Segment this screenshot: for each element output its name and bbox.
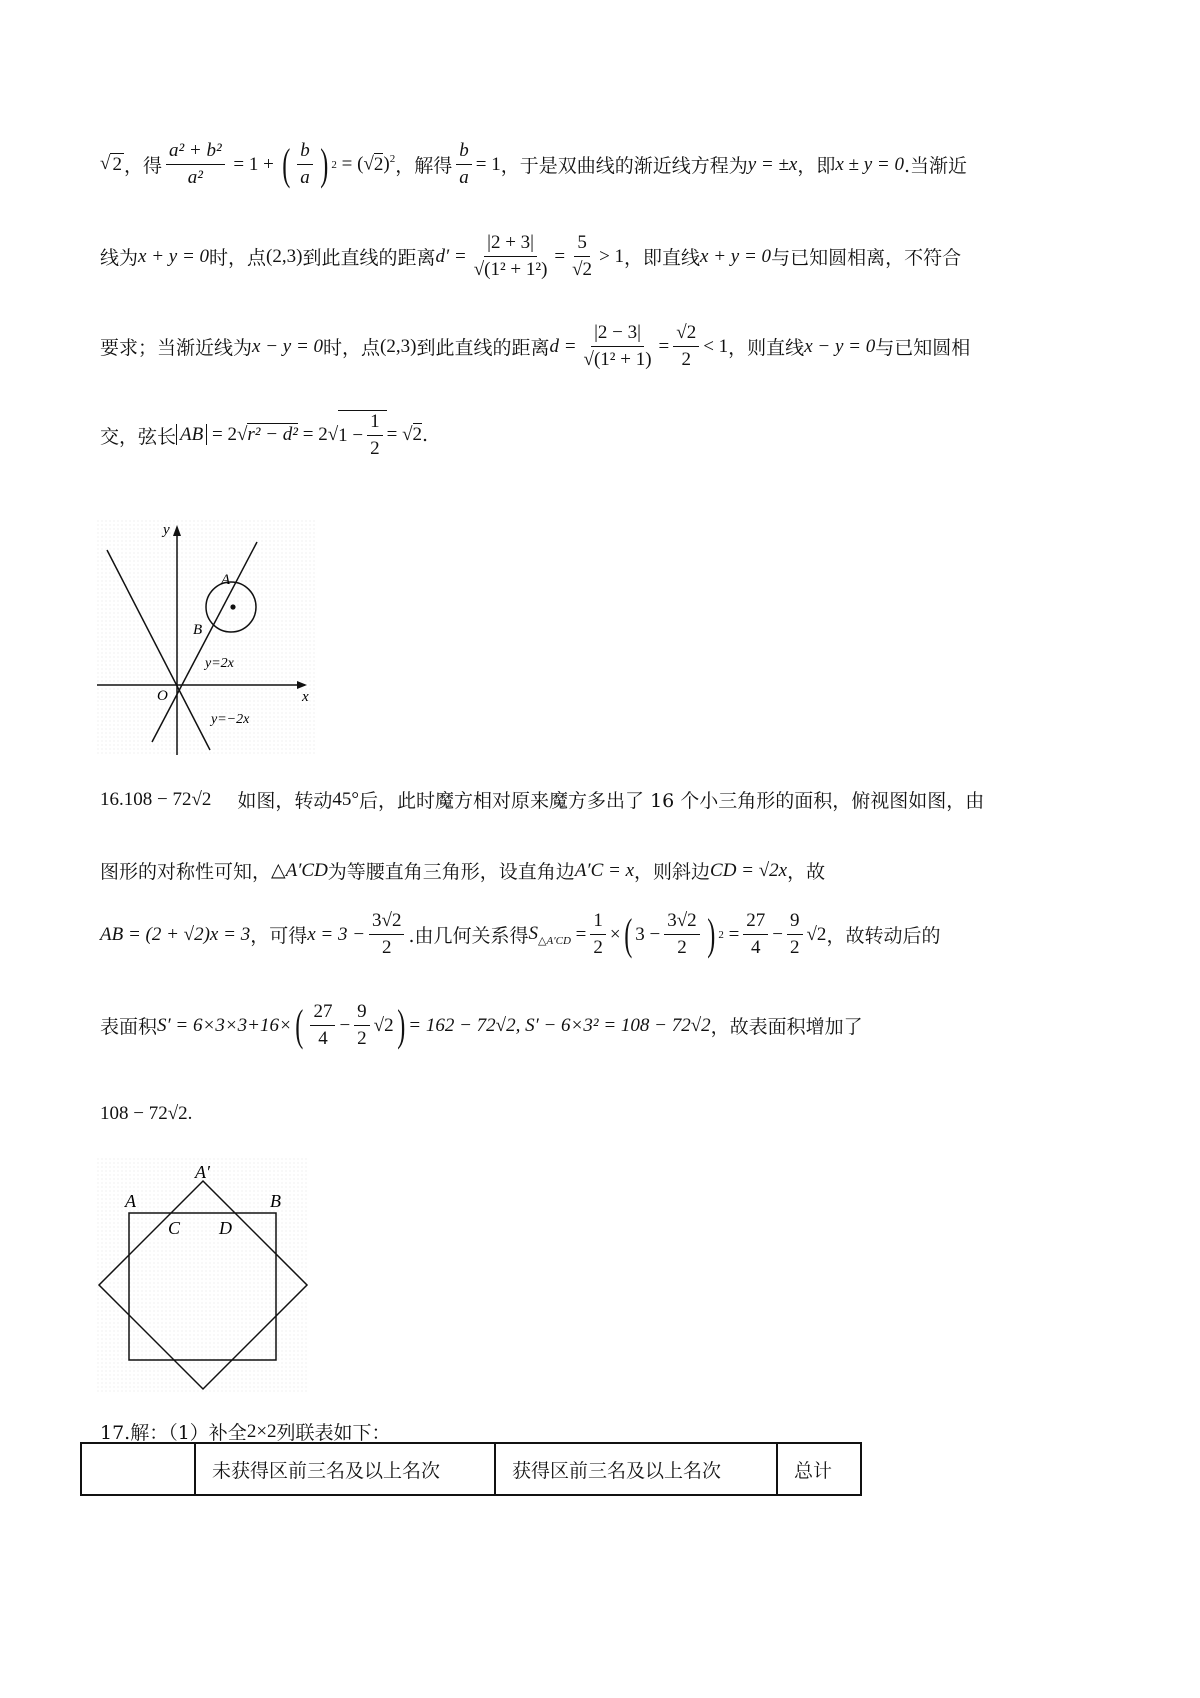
- text-segment: 表面积: [100, 1016, 158, 1038]
- text-segment: ，可得: [250, 925, 308, 947]
- text-segment: .: [422, 424, 429, 446]
- table-header-cell: 总计: [777, 1443, 861, 1495]
- equation: x + y = 0: [138, 245, 210, 267]
- fraction-a2b2-over-a2: $\frac{\text{a² + b²}}{\text{a²}}$: [166, 140, 225, 189]
- equation: S′ = 6×3×3+16×: [157, 1014, 292, 1036]
- text-segment: ，则直线: [728, 337, 805, 359]
- label-d: D: [219, 1218, 232, 1238]
- paragraph-line-4: 交，弦长 AB = 2√r² − d² = 2√ 1 − $\frac{1}{2}$ = √2 .: [100, 411, 429, 459]
- text-segment: ，故: [787, 861, 826, 883]
- text-segment: 为等腰直角三角形，设直角边: [327, 861, 575, 883]
- figure-background: [97, 520, 315, 755]
- text-segment: 列联表如下：: [276, 1422, 391, 1444]
- text-segment: ，得: [123, 155, 162, 177]
- text-segment: .由几何关系得: [408, 925, 529, 947]
- table-header-row: [81, 1443, 861, 1495]
- table-header-cell: 未获得区前三名及以上名次: [195, 1443, 495, 1495]
- asymptote-equation: y = ±x: [747, 153, 798, 175]
- label-y: y: [163, 522, 170, 538]
- paragraph-line-3: 要求；当渐近线为 x − y = 0 时，点 (2,3) 到此直线的距离 d = $\frac{|2 - 3|}{\text{√(1² + 1)}}$ = $\frac{√2}{2}$ < 1 ，则直线 x − y = 0 与已知圆相: [100, 322, 971, 370]
- label-a: A: [125, 1191, 136, 1211]
- hyperbola-circle-figure: [97, 520, 315, 755]
- point: (2,3): [266, 245, 303, 267]
- paragraph-line-2: 线为 x + y = 0 时，点 (2,3) 到此直线的距离 d′ = $\frac{|2 + 3|}{\text{√(1² + 1²)}}$ = $\frac{5}{√2}$ > 1 ，即直线 x + y = 0 与已知圆相离，不符合: [100, 232, 962, 280]
- text-segment: ，即直线: [624, 247, 701, 269]
- equation: CD = √2x: [710, 859, 788, 881]
- triangle: △A′CD: [271, 860, 328, 881]
- q16-line-3: AB = (2 + √2)x = 3 ，可得 x = 3 − $\frac{3√2}{2}$ .由几何关系得 $S_{\triangle A'CD}$ = $\frac{1}{2}$ × ( 3 − $\frac{3√2}{2}$ ) 2 = $\frac{27}{4}$ − $\frac{9}{2}$ √2 ，故转动后的: [100, 909, 941, 959]
- text-segment: 后，此时魔方相对原来魔方多出了 16 个小三角形的面积，俯视图如图，由: [359, 790, 985, 812]
- equation: A′C = x: [574, 859, 635, 881]
- text-segment: 线为: [100, 247, 139, 269]
- text-segment: 时，点: [209, 247, 267, 269]
- rotated-square-figure: [97, 1158, 309, 1393]
- text-segment: 图形的对称性可知，: [100, 861, 272, 883]
- sqrt-2: √ 2: [100, 153, 122, 175]
- label-line-2: y=−2x: [211, 712, 250, 727]
- final-answer: 108 − 72√2: [100, 1103, 188, 1124]
- distance-fraction: $\frac{|2 - 3|}{\text{√(1² + 1)}}$: [583, 322, 652, 370]
- table-size: 2×2: [246, 1420, 277, 1442]
- label-c: C: [168, 1218, 181, 1238]
- label-line-1: y=2x: [205, 656, 234, 671]
- question-number: 16.: [100, 788, 124, 810]
- distance-fraction: $\frac{|2 + 3|}{\text{√(1² + 1²)}}$: [473, 232, 548, 280]
- circle-center: [230, 604, 235, 609]
- paragraph-line-1: √ 2 ，得 $\frac{\text{a² + b²}}{\text{a²}}$ = 1 + ( $\frac{b}{a}$ ) 2 = $(√2)^2$ ，解得 $\frac{b}{a}$ = 1 ，于是双曲线的渐近线方程为 y = ±x ，即 x ± y = 0 .当渐近: [100, 139, 968, 189]
- equation: x − y = 0: [252, 335, 324, 357]
- text-segment: ，则斜边: [634, 861, 711, 883]
- text-segment: 如图，转动: [237, 790, 333, 812]
- text-segment: ，于是双曲线的渐近线方程为: [500, 155, 748, 177]
- angle: 45°: [332, 788, 360, 810]
- answer: 108 − 72√2: [123, 788, 212, 810]
- q16-line-4: 表面积 S′ = 6×3×3+16× ( $\frac{27}{4}$ − $\frac{9}{2}$ √2 ) = 162 − 72√2, S′ − 6×3² = 108 − 72√2 ，故表面积增加了: [100, 1000, 863, 1050]
- text-segment: 时，点: [323, 337, 381, 359]
- text-segment: 与已知圆相离，不符合: [771, 247, 962, 269]
- label-o: O: [157, 688, 168, 704]
- label-a: A: [221, 572, 231, 588]
- equation: x ± y = 0: [835, 153, 904, 175]
- contingency-table: [80, 1442, 862, 1496]
- label-b: B: [270, 1191, 281, 1211]
- q16-line-1: [100, 786, 984, 813]
- label-b: B: [193, 622, 203, 638]
- equation: AB = (2 + √2)x = 3: [100, 923, 251, 945]
- table-header-cell: 获得区前三名及以上名次: [495, 1443, 777, 1495]
- text-segment: 到此直线的距离: [416, 337, 550, 359]
- q17-line-1: [100, 1418, 391, 1445]
- text-segment: ，解得: [395, 155, 453, 177]
- table-cell-empty: [81, 1443, 195, 1495]
- equation: = 162 − 72√2, S′ − 6×3² = 108 − 72√2: [408, 1014, 711, 1036]
- equation: x = 3 −: [307, 923, 366, 945]
- q16-line-2: [100, 857, 825, 884]
- text-segment: ，即: [797, 155, 836, 177]
- q16-line-5: 108 − 72√2 .: [100, 1103, 193, 1124]
- text-segment: 17.解：（1）补全: [100, 1422, 247, 1444]
- text-segment: 与已知圆相: [875, 337, 971, 359]
- text-segment: ，故表面积增加了: [710, 1016, 863, 1038]
- text-segment: ，故转动后的: [826, 925, 941, 947]
- text-segment: .当渐近: [904, 155, 968, 177]
- label-a-prime: A′: [195, 1162, 210, 1182]
- distance-symbol: d′ =: [435, 245, 467, 267]
- text-segment: 到此直线的距离: [302, 247, 436, 269]
- text-segment: 交，弦长: [100, 425, 177, 448]
- label-x: x: [302, 689, 309, 705]
- text-segment: 要求；当渐近线为: [100, 337, 253, 359]
